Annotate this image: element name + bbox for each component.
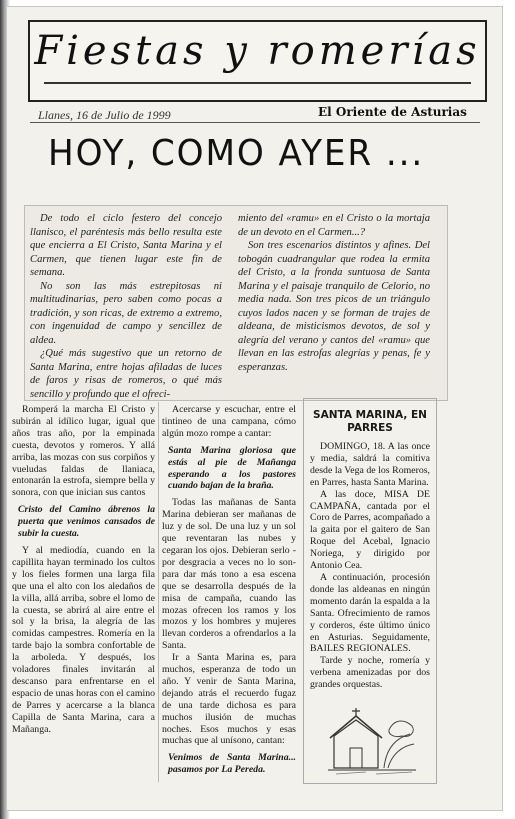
headline: HOY, COMO AYER ... [48, 133, 425, 174]
section-banner [28, 20, 487, 102]
dateline-rule [30, 122, 480, 123]
body-paragraph: Todas las mañanas de Santa Marina debieran ser mañanas de luz y de sol. De una luz y un sol que reventaran las nubes y cegaran los ojos. Debieran serlo -por desgracia a veces no lo son- para dar más tono a esa escena que se desarrolla después de la misa de campaña, cuando las mozas ofrecen los ramos y los mozos y los hombres y mujeres llevan corderos a ofrendarlos a la Santa. [162, 497, 296, 652]
article-column-3 [310, 409, 430, 691]
verse: Venimos de Santa Marina... pasamos por La Pereda. [168, 752, 296, 776]
lead-column-2 [238, 212, 430, 374]
body-paragraph: A las doce, MISA DE CAMPAÑA, cantada por el Coro de Parres, acompañado a la gaita por el gaitero de San Roque del Acebal, Ignacio Noriega, y dirigido por Antonio Cea. [310, 488, 430, 572]
body-paragraph: Tarde y noche, romería y verbena amenizadas por dos grandes orquestas. [310, 655, 430, 691]
verse: Santa Marina gloriosa que estás al pie de Mañanga esperando a los pastores cuando bajan de la braña. [168, 444, 296, 492]
banner-rule [44, 82, 471, 84]
column-divider [158, 402, 159, 782]
lead-paragraph: No son las más estrepitosas ni multitudinarias, pero saben como pocas a tradición, y son ricas, de extremo a extremo, con ingenuidad de campo y sencillez de aldea. [30, 280, 222, 346]
body-paragraph: Ir a Santa Marina es, para muchos, esperanza de todo un año. Y venir de Santa Marina, dejando atrás el recuerdo fugaz de una tarde dichosa es para muchos ilusión de muchas noches. Esos muchos y esas muchas que al unísono, cantan: [162, 652, 296, 747]
article-column-2 [162, 404, 296, 781]
lead-paragraph: miento del «ramu» en el Cristo o la mortaja de un devoto en el Carmen...? [238, 213, 430, 238]
program-title: SANTA MARINA, EN PARRES [313, 409, 427, 434]
body-paragraph: A continuación, procesión donde las aldeanas en ningún momento darán la espalda a la Santa. Ofrecimiento de ramos y corderos, éste último único en Asturias. Seguidamente, BAILES REGIONALES. [310, 571, 430, 655]
verse: Cristo del Camino ábrenos la puerta que venimos cansados de subir la cuesta. [18, 504, 155, 540]
lead-column-1 [30, 212, 222, 401]
newspaper-name: El Oriente de Asturias [318, 105, 467, 119]
lead-paragraph: De todo el ciclo festero del concejo llanisco, el paréntesis más bello resulta este que encierra a El Cristo, Santa Marina y el Carmen, que tienen lugar este fin de semana. [30, 213, 222, 278]
body-paragraph: DOMINGO, 18. A las once y media, saldrá la comitiva desde la Vega de los Romeros, en Parres, hasta Santa Marina. [310, 441, 430, 488]
section-title: Fiestas y romerías [34, 28, 481, 74]
chapel-illustration [326, 698, 418, 776]
body-paragraph: Y al mediodía, cuando en la capillita hayan terminado los cultos y los fieles formen una larga fila que una el alto con los aledaños de la villa, allá arriba, sobre el lomo de la cuesta, se abrirá al aire entre el sol y la brisa, la alegría de las comidas campestres. Romería en la tarde bajo la sombra confortable de la arboleda. Y después, los voladores finales invitarán al descanso para enfrentarse en el espacio de unas horas con el camino de Parres y acercarse a la blanca Capilla de Santa Marina, cara a Mañanga. [12, 544, 155, 735]
article-column-1 [12, 404, 155, 735]
body-paragraph: Acercarse y escuchar, entre el tintineo de una campana, cómo algún mozo rompe a cantar: [162, 404, 296, 439]
body-paragraph: Romperá la marcha El Cristo y subirán al idílico lugar, igual que años tras año, por la empinada cuesta, devotos y romeros. Y allá arriba, las mozas con sus corpiños y vueludas faldas de llaniaca, entonarán la estrofa, siempre bella y sonora, con que inician sus cantos [12, 404, 155, 499]
lead-paragraph: ¿Qué más sugestivo que un retorno de Santa Marina, entre hojas afiladas de luces de faros y risas de romeros, o qué más sencillo y profundo que el ofreci- [30, 348, 222, 400]
lead-paragraph: Son tres escenarios distintos y afines. Del tobogán cuadrangular que rodea la ermita del Cristo, a la fronda suntuosa de Santa Marina y el paisaje tranquilo de Celorio, no media nada. Son tres picos de un triángulo cuyos lados nacen y se forman de trajes de aldeana, de misticismos devotos, de sol y alegría del verano y cantos del «ramu» que llevan en las estrofas alegrías y penas, fe y esperanzas. [238, 240, 430, 373]
dateline: Llanes, 16 de Julio de 1999 [38, 108, 171, 122]
